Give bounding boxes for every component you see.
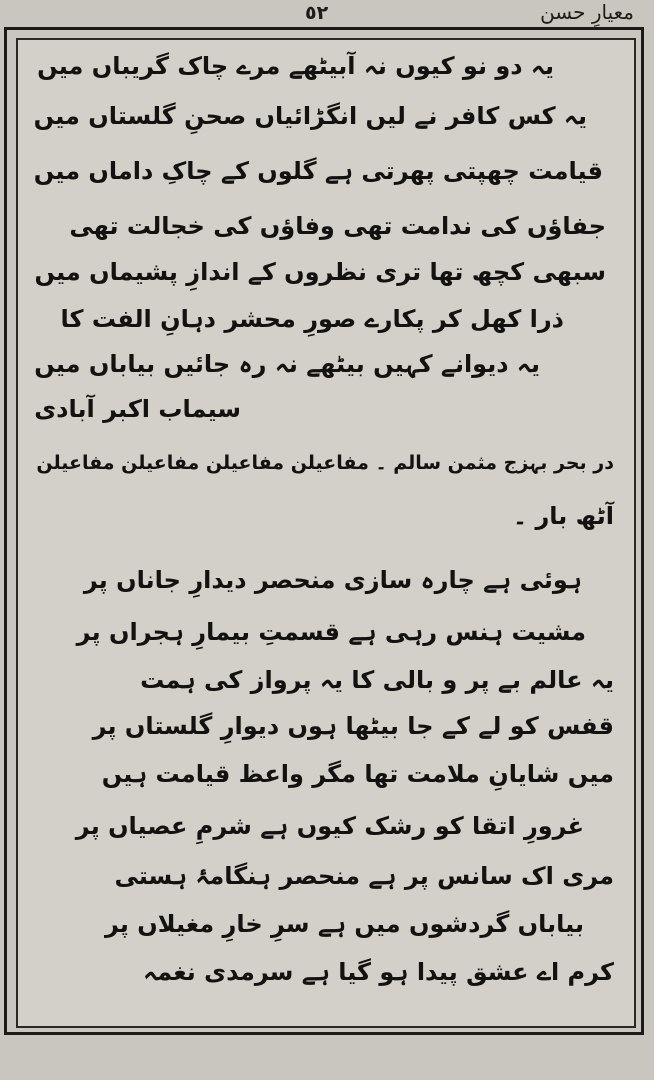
verse-line: ذرا کھل کر پکارے صورِ محشر دہانِ الفت کا — [60, 305, 564, 333]
page-header — [0, 0, 654, 28]
verse-line: قیامت چھپتی پھرتی ہے گلوں کے چاکِ داماں میں — [33, 157, 603, 185]
poet-name: سیماب اکبر آبادی — [34, 395, 241, 423]
verse-line: جفاؤں کی ندامت تھی وفاؤں کی خجالت تھی — [69, 212, 606, 240]
verse-line: کرم اے عشق پیدا ہو گیا ہے سرمدی نغمہ — [143, 958, 614, 986]
verse-line: یہ عالم بے پر و بالی کا یہ پرواز کی ہمت — [140, 666, 614, 694]
verse-line: قفس کو لے کے جا بیٹھا ہوں دیوارِ گلستاں پر — [92, 712, 614, 740]
verse-line: یہ دیوانے کہیں بیٹھے نہ رہ جائیں بیاباں میں — [34, 350, 540, 378]
meter-count: آٹھ بار ۔ — [513, 502, 614, 530]
running-title: معیارِ حسن — [540, 0, 634, 24]
verse-line: ہوئی ہے چارہ سازی منحصر دیدارِ جاناں پر — [83, 566, 582, 594]
verse-line: میں شایانِ ملامت تھا مگر واعظ قیامت ہیں — [101, 760, 614, 788]
verse-line: مشیت ہنس رہی ہے قسمتِ بیمارِ ہجراں پر — [76, 618, 586, 646]
meter-line: در بحر بہزج مثمن سالم ۔ مفاعیلن مفاعیلن مفاعیلن مفاعیلن — [36, 452, 614, 474]
verse-line: بیاباں گردشوں میں ہے سرِ خارِ مغیلاں پر — [104, 910, 584, 938]
page-number: ٥٢ — [305, 2, 329, 24]
verse-line: غرورِ اتقا کو رشک کیوں ہے شرمِ عصیاں پر — [75, 812, 584, 840]
verse-line: یہ کس کافر نے لیں انگڑائیاں صحنِ گلستاں میں — [33, 102, 587, 130]
verse-line: مری اک سانس پر ہے منحصر ہنگامۂ ہستی — [114, 862, 614, 890]
verse-line: سبھی کچھ تھا تری نظروں کے اندازِ پشیماں میں — [34, 258, 606, 286]
verse-line: یہ دو نو کیوں نہ آبیٹھے مرے چاک گریباں میں — [37, 52, 554, 80]
